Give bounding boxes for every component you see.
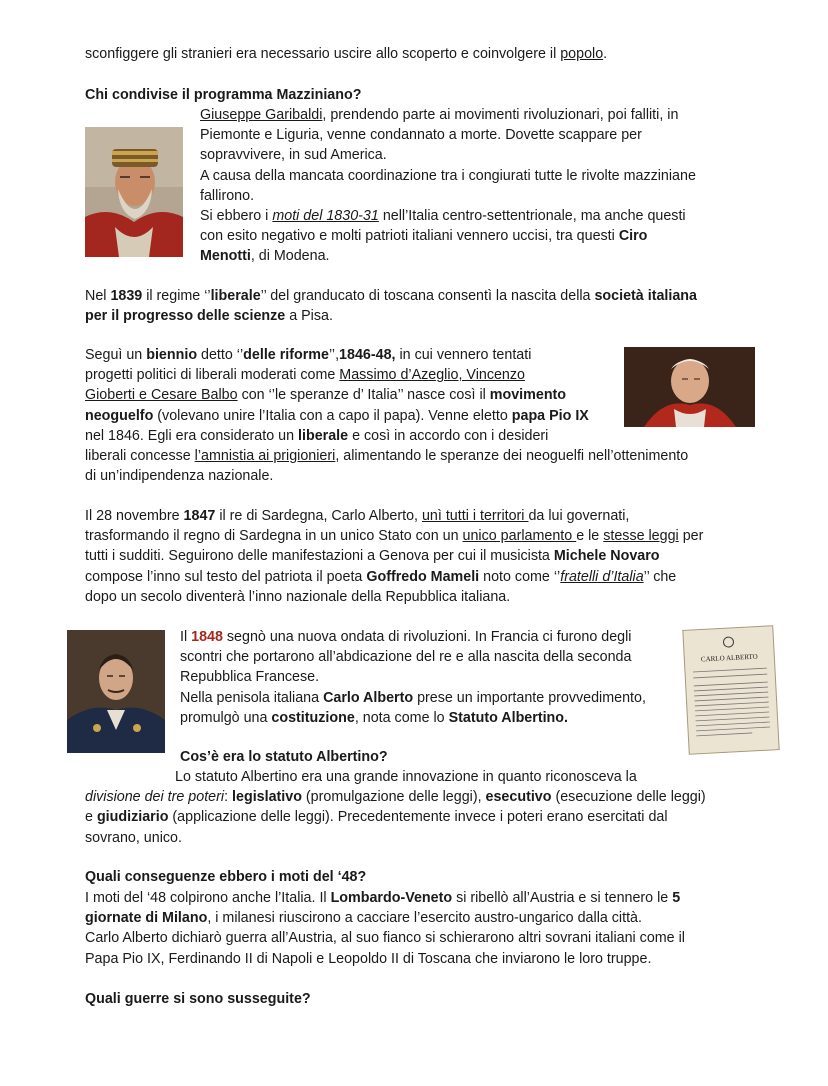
garibaldi-paragraph: Giuseppe Garibaldi, prendendo parte ai movimenti rivoluzionari, poi falliti, in Piemonte e Liguria, venne condannato a morte. Dovette scappare per sopravvivere, in sud America. A causa della mancata coordinazione tra i congiurati tutte le rivolte mazziniane fallirono. Si ebbero i moti del 1830-31 nell’Italia centro-settentrionale, ma anche questi con esito negativo e molti patrioti italiani vennero uccisi, tra questi Ciro Menotti, di Modena.: [200, 107, 696, 265]
statuto-document-image: [680, 622, 782, 758]
heading-moti-48: Quali conseguenze ebbero i moti del ‘48?: [85, 869, 367, 885]
garibaldi-link: Giuseppe Garibaldi: [200, 107, 323, 123]
document-title: CARLO ALBERTO: [700, 652, 758, 664]
riforme-paragraph: Seguì un biennio detto ‘’delle riforme’’,1846-48, in cui vennero tentati progetti politici di liberali moderati come Massimo d’Azeglio, Vincenzo Gioberti e Cesare Balbo con ‘’le speranze d’ Italia’’ nasce così il movimento neoguelfo (volevano unire l’Italia con a capo il papa). Venne eletto papa Pio IX nel 1846. Egli era considerato un liberale e così in accordo con i desideri liberali concesse l’amnistia ai prigionieri, alimentando le speranze dei neoguelfi nell’ottenimento di un’indipendenza nazionale.: [85, 347, 689, 485]
carlo-alberto-portrait-image: [67, 630, 165, 753]
paragraph-1839: Nel 1839 il regime ‘’liberale’’ del granducato di toscana consentì la nascita della società italiana per il progresso delle scienze a Pisa.: [85, 288, 697, 325]
heading-mazziniano: Chi condivise il programma Mazziniano?: [85, 87, 362, 103]
paragraph-1848: Il 1848 segnò una nuova ondata di rivoluzioni. In Francia ci furono degli scontri che portarono all’abdicazione del re e alla nascita della seconda Repubblica Francese. Nella penisola italiana Carlo Alberto prese un importante provvedimento, promulgò una costituzione, nota come lo Statuto Albertino.: [180, 629, 646, 726]
heading-guerre: Quali guerre si sono susseguite?: [85, 991, 311, 1007]
moti-48-paragraph: I moti del ‘48 colpirono anche l’Italia. Il Lombardo-Veneto si ribellò all’Austria e si tennero le 5 giornate di Milano, i milanesi riuscirono a cacciare l’esercito austro-ungarico dalla città. Carlo Alberto dichiarò guerra all’Austria, al suo fianco si schierarono altri sovrani italiani come il Papa Pio IX, Ferdinando II di Napoli e Leopoldo II di Toscana che inviarono le loro truppe.: [85, 890, 685, 967]
popolo-link: popolo: [560, 46, 604, 62]
paragraph-1847: Il 28 novembre 1847 il re di Sardegna, Carlo Alberto, unì tutti i territori da lui governati, trasformando il regno di Sardegna in un unico Stato con un unico parlamento e le stesse leggi per tutti i sudditi. Seguirono delle manifestazioni a Genova per cui il musicista Michele Novaro compose l’inno sul testo del patriota il poeta Goffredo Mameli noto come ‘’fratelli d’Italia’’ che dopo un secolo diventerà l’inno nazionale della Repubblica italiana.: [85, 508, 704, 605]
intro-paragraph: sconfiggere gli stranieri era necessario uscire allo scoperto e coinvolgere il popolo.: [85, 46, 608, 62]
heading-statuto: Cos’è era lo statuto Albertino?: [180, 749, 388, 765]
statuto-paragraph: Lo statuto Albertino era una grande innovazione in quanto riconosceva la divisione dei tre poteri: legislativo (promulgazione delle leggi), esecutivo (esecuzione delle leggi) e giudiziario (applicazione delle leggi). Precedentemente invece i poteri erano esercitati dal sovrano, unico.: [85, 769, 706, 846]
garibaldi-portrait-image: [85, 127, 183, 257]
